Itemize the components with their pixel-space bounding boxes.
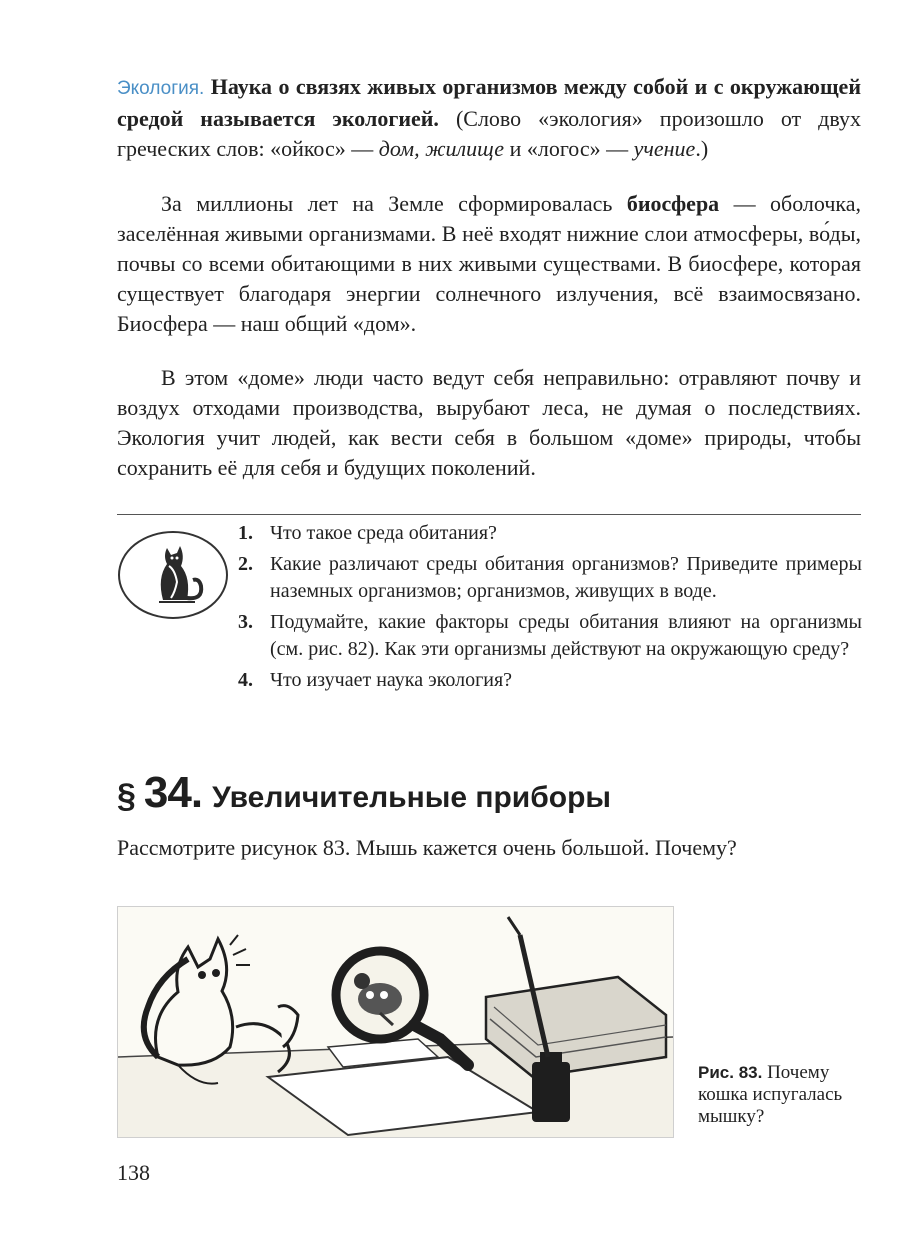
section-title: Увеличительные приборы xyxy=(212,781,612,814)
etymology-text-a: (Слово «экология» произошло от двух греческих слов: «ойкос» — xyxy=(117,106,861,161)
question-item xyxy=(238,667,862,695)
paragraph-biosphere xyxy=(117,189,861,339)
biosphere-text-b: — оболочка, заселённая живыми организмами. В неё входят нижние слои атмосферы, во́ды, почвы со всеми обитающими в них живыми существами. В биосфере, которая существует благодаря энергии солнечного излучения, всё взаимосвязано. Биосфера — наш общий «дом». xyxy=(117,191,861,336)
question-item xyxy=(238,551,862,606)
question-item xyxy=(238,609,862,664)
question-text: Какие различают среды обитания организмов? Приведите примеры наземных организмов; организмов, живущих в воде. xyxy=(270,552,862,602)
section-symbol: § xyxy=(117,777,136,815)
definition-bold: Наука о связях живых организмов между собой и с окружающей средой называется экологией. xyxy=(117,74,861,131)
paragraph-ecology-definition xyxy=(117,72,861,164)
question-number: 1. xyxy=(238,522,253,544)
biosphere-term: биосфера xyxy=(626,191,720,216)
divider-line xyxy=(117,514,861,515)
question-number: 3. xyxy=(238,610,253,633)
etymology-text-b: и «логос» — xyxy=(504,136,634,161)
caption-text: Почему кошка испугалась мышку? xyxy=(698,1062,843,1127)
figure-caption xyxy=(698,1062,863,1128)
paragraph-human-impact: В этом «доме» люди часто ведут себя неправильно: отравляют почву и воздух отходами производства, вырубают леса, не думая о последствиях. Экология учит людей, как вести себя в большом «доме» природы, чтобы сохранить её для себя и будущих поколений. xyxy=(117,365,861,480)
question-number: 2. xyxy=(238,552,253,575)
question-item xyxy=(238,520,862,548)
etymology-italic-b: учение xyxy=(633,136,696,161)
caption-label: Рис. 83. xyxy=(698,1063,763,1082)
task-question: Рассмотрите рисунок 83. Мышь кажется очень большой. Почему? xyxy=(117,835,737,860)
etymology-italic-a: дом, жилище xyxy=(378,136,505,161)
question-number: 4. xyxy=(238,668,253,691)
question-text: Подумайте, какие факторы среды обитания влияют на организмы (см. рис. 82). Как эти организмы действуют на окружающую среду? xyxy=(270,610,862,660)
etymology-text-c: .) xyxy=(695,136,709,161)
cat-magnifier-illustration xyxy=(117,906,674,1138)
question-text: Что изучает наука экология? xyxy=(270,668,513,691)
page-number: 138 xyxy=(117,1160,150,1185)
question-text: Что такое среда обитания? xyxy=(270,522,497,544)
keyword-ecology: Экология. xyxy=(117,78,205,99)
review-questions xyxy=(238,520,862,694)
section-number: 34. xyxy=(143,768,203,817)
biosphere-text-a: За миллионы лет на Земле сформировалась xyxy=(161,191,627,216)
cat-in-oval-icon xyxy=(117,530,229,620)
section-heading xyxy=(117,768,861,818)
